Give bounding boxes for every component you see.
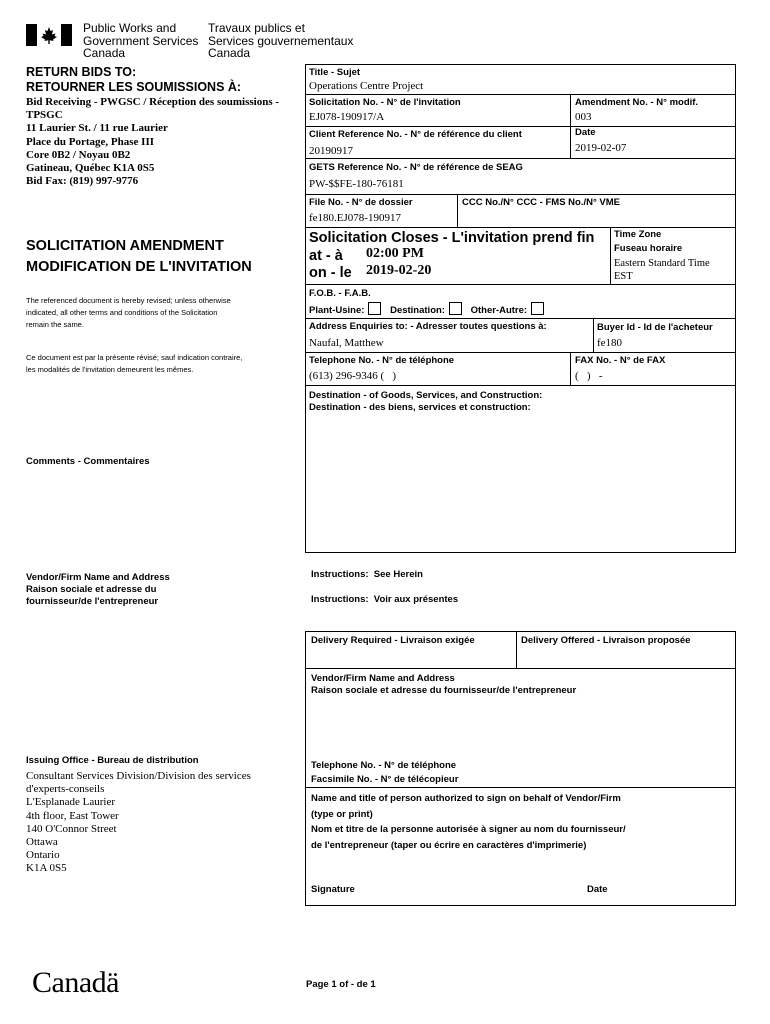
plant-label: Plant-Usine: xyxy=(309,305,365,316)
note-line: indicated, all other terms and conditions of the Solicitation xyxy=(26,308,218,317)
label-line: fournisseur/de l'entrepreneur xyxy=(26,596,159,607)
instructions-en: Instructions: See Herein xyxy=(311,569,423,580)
destination-goods-label xyxy=(309,390,542,414)
authorized-signer-field[interactable] xyxy=(306,853,735,877)
vendor-fax-label: Facsimile No. - N° de télécopieur xyxy=(311,774,459,785)
revised-note-en xyxy=(26,295,231,331)
solicitation-no-label: Solicitation No. - N° de l'invitation xyxy=(309,97,461,108)
vendor-address-label xyxy=(26,572,170,608)
signature-date-label: Date xyxy=(587,884,608,895)
department-name-fr xyxy=(208,22,353,60)
other-label: Other-Autre: xyxy=(470,305,528,316)
enquiries-value: Naufal, Matthew xyxy=(309,337,384,349)
dept-en-line: Government Services xyxy=(83,33,199,48)
closing-date-value: 2019-02-20 xyxy=(366,263,432,278)
on-label: on - le xyxy=(309,265,352,281)
solicitation-closes-label: Solicitation Closes - L'invitation prend fin xyxy=(309,230,595,246)
note-line: Ce document est par la présente révisé; sauf indication contraire, xyxy=(26,353,243,362)
vendor-firm-field[interactable] xyxy=(306,700,735,755)
label-line: Name and title of person authorized to sign on behalf of Vendor/Firm xyxy=(311,793,621,804)
time-zone-value: Eastern Standard Time xyxy=(614,258,710,269)
return-title-fr: RETOURNER LES SOUMISSIONS À: xyxy=(26,80,242,94)
buyer-id-value: fe180 xyxy=(597,337,623,349)
address-line: d'experts-conseils xyxy=(26,783,105,796)
label-line: (type or print) xyxy=(311,808,373,820)
amendment-no-label: Amendment No. - N° modif. xyxy=(575,97,699,108)
fax-value: ( ) - xyxy=(575,370,603,382)
telephone-label: Telephone No. - N° de téléphone xyxy=(309,355,455,366)
file-no-value: fe180.EJ078-190917 xyxy=(309,212,401,224)
address-line: TPSGC xyxy=(26,109,63,122)
note-line: les modalités de l'invitation demeurent les mêmes. xyxy=(26,365,194,374)
telephone-value: (613) 296-9346 ( ) xyxy=(309,370,397,382)
dept-fr-line: Canada xyxy=(208,46,251,60)
address-line: Gatineau, Québec K1A 0S5 xyxy=(26,162,155,175)
canada-flag-icon xyxy=(26,24,72,46)
label-line: Raison sociale et adresse du xyxy=(26,584,157,595)
return-bids-title xyxy=(26,65,241,95)
other-checkbox[interactable] xyxy=(531,302,544,315)
signature-label: Signature xyxy=(311,884,355,895)
vendor-firm-label xyxy=(311,673,576,697)
label-line: Destination - des biens, services et construction: xyxy=(309,402,531,413)
delivery-required-label: Delivery Required - Livraison exigée xyxy=(311,635,475,646)
revised-note-fr xyxy=(26,352,242,376)
date-value: 2019-02-07 xyxy=(575,142,627,154)
address-line: Ottawa xyxy=(26,836,58,849)
label-line: Vendor/Firm Name and Address xyxy=(26,572,170,583)
amendment-title-en: SOLICITATION AMENDMENT xyxy=(26,238,224,254)
date-label: Date xyxy=(575,127,596,138)
dept-fr-line: Travaux publics et xyxy=(208,21,305,35)
page-number: Page 1 of - de 1 xyxy=(306,979,376,990)
client-ref-value: 20190917 xyxy=(309,145,353,157)
address-line: 140 O'Connor Street xyxy=(26,822,117,835)
return-title-en: RETURN BIDS TO: xyxy=(26,65,137,79)
note-line: The referenced document is hereby revised; unless otherwise xyxy=(26,296,231,305)
destination-checkbox[interactable] xyxy=(449,302,462,315)
label-line: de l'entrepreneur (taper ou écrire en caractères d'imprimerie) xyxy=(311,839,587,851)
gets-ref-label: GETS Reference No. - N° de référence de SEAG xyxy=(309,162,523,173)
address-line: K1A 0S5 xyxy=(26,862,67,875)
authorized-signer-label xyxy=(311,791,626,853)
address-line: Place du Portage, Phase III xyxy=(26,135,155,148)
address-line: Consultant Services Division/Division des services xyxy=(26,770,251,782)
time-zone-label-en: Time Zone xyxy=(614,229,662,240)
address-line: Bid Fax: (819) 997-9776 xyxy=(26,175,139,188)
dept-en-line: Public Works and xyxy=(83,21,177,35)
label-line: Raison sociale et adresse du fournisseur/de l'entrepreneur xyxy=(311,685,577,696)
amendment-title-fr: MODIFICATION DE L'INVITATION xyxy=(26,259,252,275)
comments-label: Comments - Commentaires xyxy=(26,456,150,467)
delivery-offered-label: Delivery Offered - Livraison proposée xyxy=(521,635,691,646)
buyer-id-label: Buyer Id - Id de l'acheteur xyxy=(597,322,713,333)
at-label: at - à xyxy=(309,248,343,264)
return-address xyxy=(26,96,279,188)
address-line: Core 0B2 / Noyau 0B2 xyxy=(26,148,131,161)
closing-time-value: 02:00 PM xyxy=(366,246,424,261)
time-zone-label-fr: Fuseau horaire xyxy=(614,243,683,254)
title-value: Operations Centre Project xyxy=(309,80,424,92)
label-line: Nom et titre de la personne autorisée à signer au nom du fournisseur/ xyxy=(311,824,626,835)
address-line: 11 Laurier St. / 11 rue Laurier xyxy=(26,122,168,135)
dept-fr-line: Services gouvernementaux xyxy=(208,33,354,48)
ccc-no-label: CCC No./N° CCC - FMS No./N° VME xyxy=(462,197,621,208)
title-label: Title - Sujet xyxy=(309,67,361,78)
address-line: L'Esplanade Laurier xyxy=(26,796,116,809)
canada-wordmark: Canadä xyxy=(32,966,119,999)
plant-checkbox[interactable] xyxy=(368,302,381,315)
enquiries-label: Address Enquiries to: - Adresser toutes questions à: xyxy=(309,321,547,332)
note-line: remain the same. xyxy=(26,320,84,329)
address-line: Bid Receiving - PWGSC / Réception des soumissions - xyxy=(26,96,280,108)
vendor-telephone-label: Telephone No. - N° de téléphone xyxy=(311,760,457,771)
client-ref-label: Client Reference No. - N° de référence du client xyxy=(309,129,522,140)
amendment-no-value: 003 xyxy=(575,111,592,123)
department-name-en xyxy=(83,22,198,60)
issuing-office-label: Issuing Office - Bureau de distribution xyxy=(26,755,199,766)
label-line: Destination - of Goods, Services, and Construction: xyxy=(309,390,543,401)
dept-en-line: Canada xyxy=(83,46,126,60)
file-no-label: File No. - N° de dossier xyxy=(309,197,413,208)
solicitation-no-value: EJ078-190917/A xyxy=(309,111,385,123)
issuing-office-address xyxy=(26,770,251,876)
label-line: Vendor/Firm Name and Address xyxy=(311,673,455,684)
time-zone-abbr: EST xyxy=(614,271,633,282)
gets-ref-value: PW-$$FE-180-76181 xyxy=(309,178,404,190)
fax-label: FAX No. - N° de FAX xyxy=(575,355,666,366)
address-line: Ontario xyxy=(26,849,60,862)
fob-options xyxy=(309,302,550,317)
instructions-fr: Instructions: Voir aux présentes xyxy=(311,594,459,605)
address-line: 4th floor, East Tower xyxy=(26,809,119,822)
destination-label: Destination: xyxy=(390,305,445,316)
amendment-title xyxy=(26,236,252,278)
delivery-offered-field[interactable] xyxy=(517,650,735,667)
fob-label: F.O.B. - F.A.B. xyxy=(309,288,371,299)
